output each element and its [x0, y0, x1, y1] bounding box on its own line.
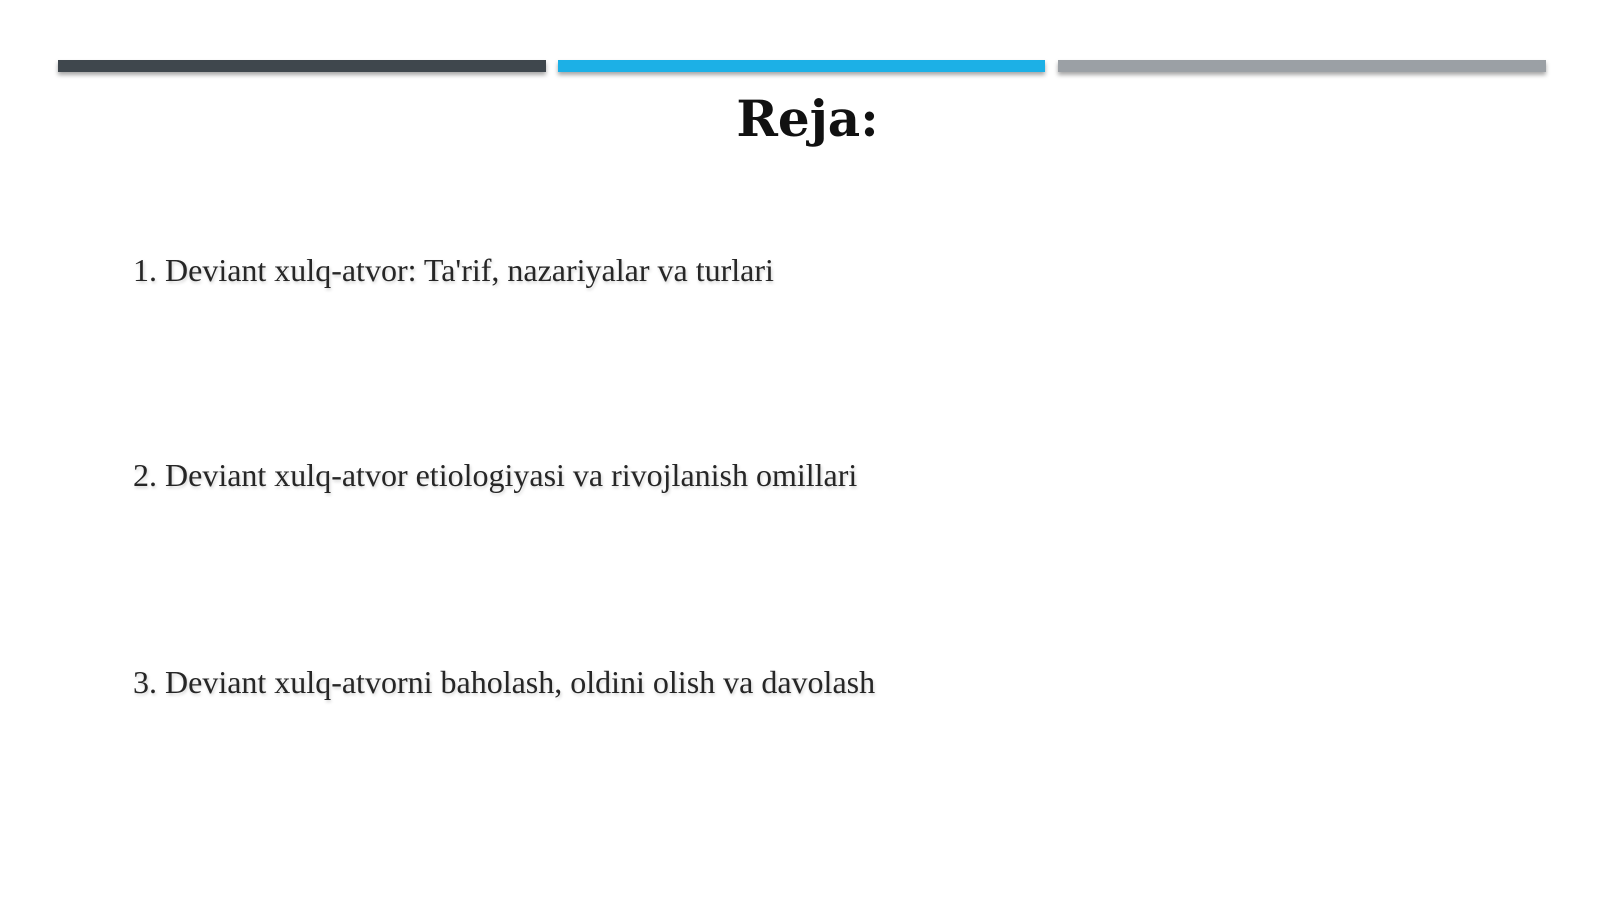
plan-item-3: 3. Deviant xulq-atvorni baholash, oldini olish va davolash	[133, 664, 876, 700]
header-bar-dark	[58, 60, 546, 72]
header-bar-gray	[1058, 60, 1546, 72]
plan-item-1: 1. Deviant xulq-atvor: Ta'rif, nazariyalar va turlari	[133, 252, 774, 288]
slide-title: Reja:	[736, 89, 879, 148]
plan-item-2: 2. Deviant xulq-atvor etiologiyasi va rivojlanish omillari	[133, 457, 858, 493]
header-bar-blue	[558, 60, 1045, 72]
